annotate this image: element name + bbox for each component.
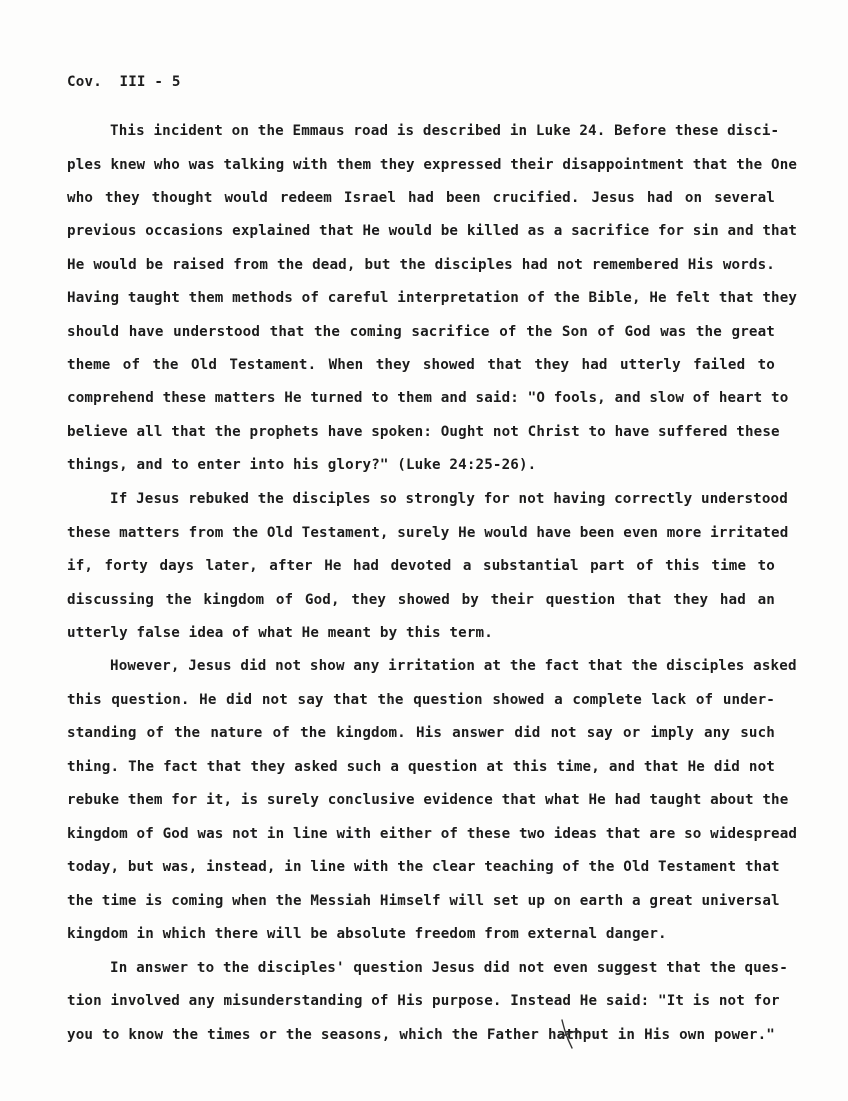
body-line: these matters from the Old Testament, surely He would have been even more irritated [67,525,789,541]
body-line: However, Jesus did not show any irritation at the fact that the disciples asked [110,658,797,674]
body-line: things, and to enter into his glory?" (Luke 24:25-26). [67,457,537,473]
body-line: this question. He did not say that the question showed a complete lack of under- [67,692,775,708]
body-line: He would be raised from the dead, but the disciples had not remembered His words. [67,257,775,273]
body-line: discussing the kingdom of God, they showed by their question that they had an [67,592,775,608]
body-line: standing of the nature of the kingdom. His answer did not say or imply any such [67,725,775,741]
body-line: rebuke them for it, is surely conclusive evidence that what He had taught about the [67,792,789,808]
body-line: who they thought would redeem Israel had been crucified. Jesus had on several [67,190,775,206]
body-line: believe all that the prophets have spoken: Ought not Christ to have suffered these [67,424,780,440]
body-line: comprehend these matters He turned to them and said: "O fools, and slow of heart to [67,390,789,406]
body-line: This incident on the Emmaus road is described in Luke 24. Before these disci- [110,123,780,139]
body-line: if, forty days later, after He had devoted a substantial part of this time to [67,558,775,574]
page-reference: Cov. III - 5 [67,74,181,90]
body-line: previous occasions explained that He would be killed as a sacrifice for sin and that [67,223,798,239]
body-line: ples knew who was talking with them they expressed their disappointment that the One [67,157,798,173]
body-line: today, but was, instead, in line with the clear teaching of the Old Testament that [67,859,780,875]
body-line: the time is coming when the Messiah Himself will set up on earth a great universal [67,893,780,909]
body-line: In answer to the disciples' question Jesus did not even suggest that the ques- [110,960,788,976]
handwritten-mark [558,1018,580,1052]
body-line: utterly false idea of what He meant by this term. [67,625,493,641]
body-line: Having taught them methods of careful interpretation of the Bible, He felt that they [67,290,798,306]
body-line: If Jesus rebuked the disciples so strongly for not having correctly understood [110,491,788,507]
body-line: theme of the Old Testament. When they showed that they had utterly failed to [67,357,775,373]
body-line: you to know the times or the seasons, which the Father hathput in His own power." [67,1027,775,1043]
body-line: kingdom of God was not in line with either of these two ideas that are so widespread [67,826,798,842]
body-line: kingdom in which there will be absolute freedom from external danger. [67,926,667,942]
body-line: tion involved any misunderstanding of His purpose. Instead He said: "It is not for [67,993,780,1009]
body-line: should have understood that the coming sacrifice of the Son of God was the great [67,324,775,340]
body-line: thing. The fact that they asked such a question at this time, and that He did not [67,759,775,775]
